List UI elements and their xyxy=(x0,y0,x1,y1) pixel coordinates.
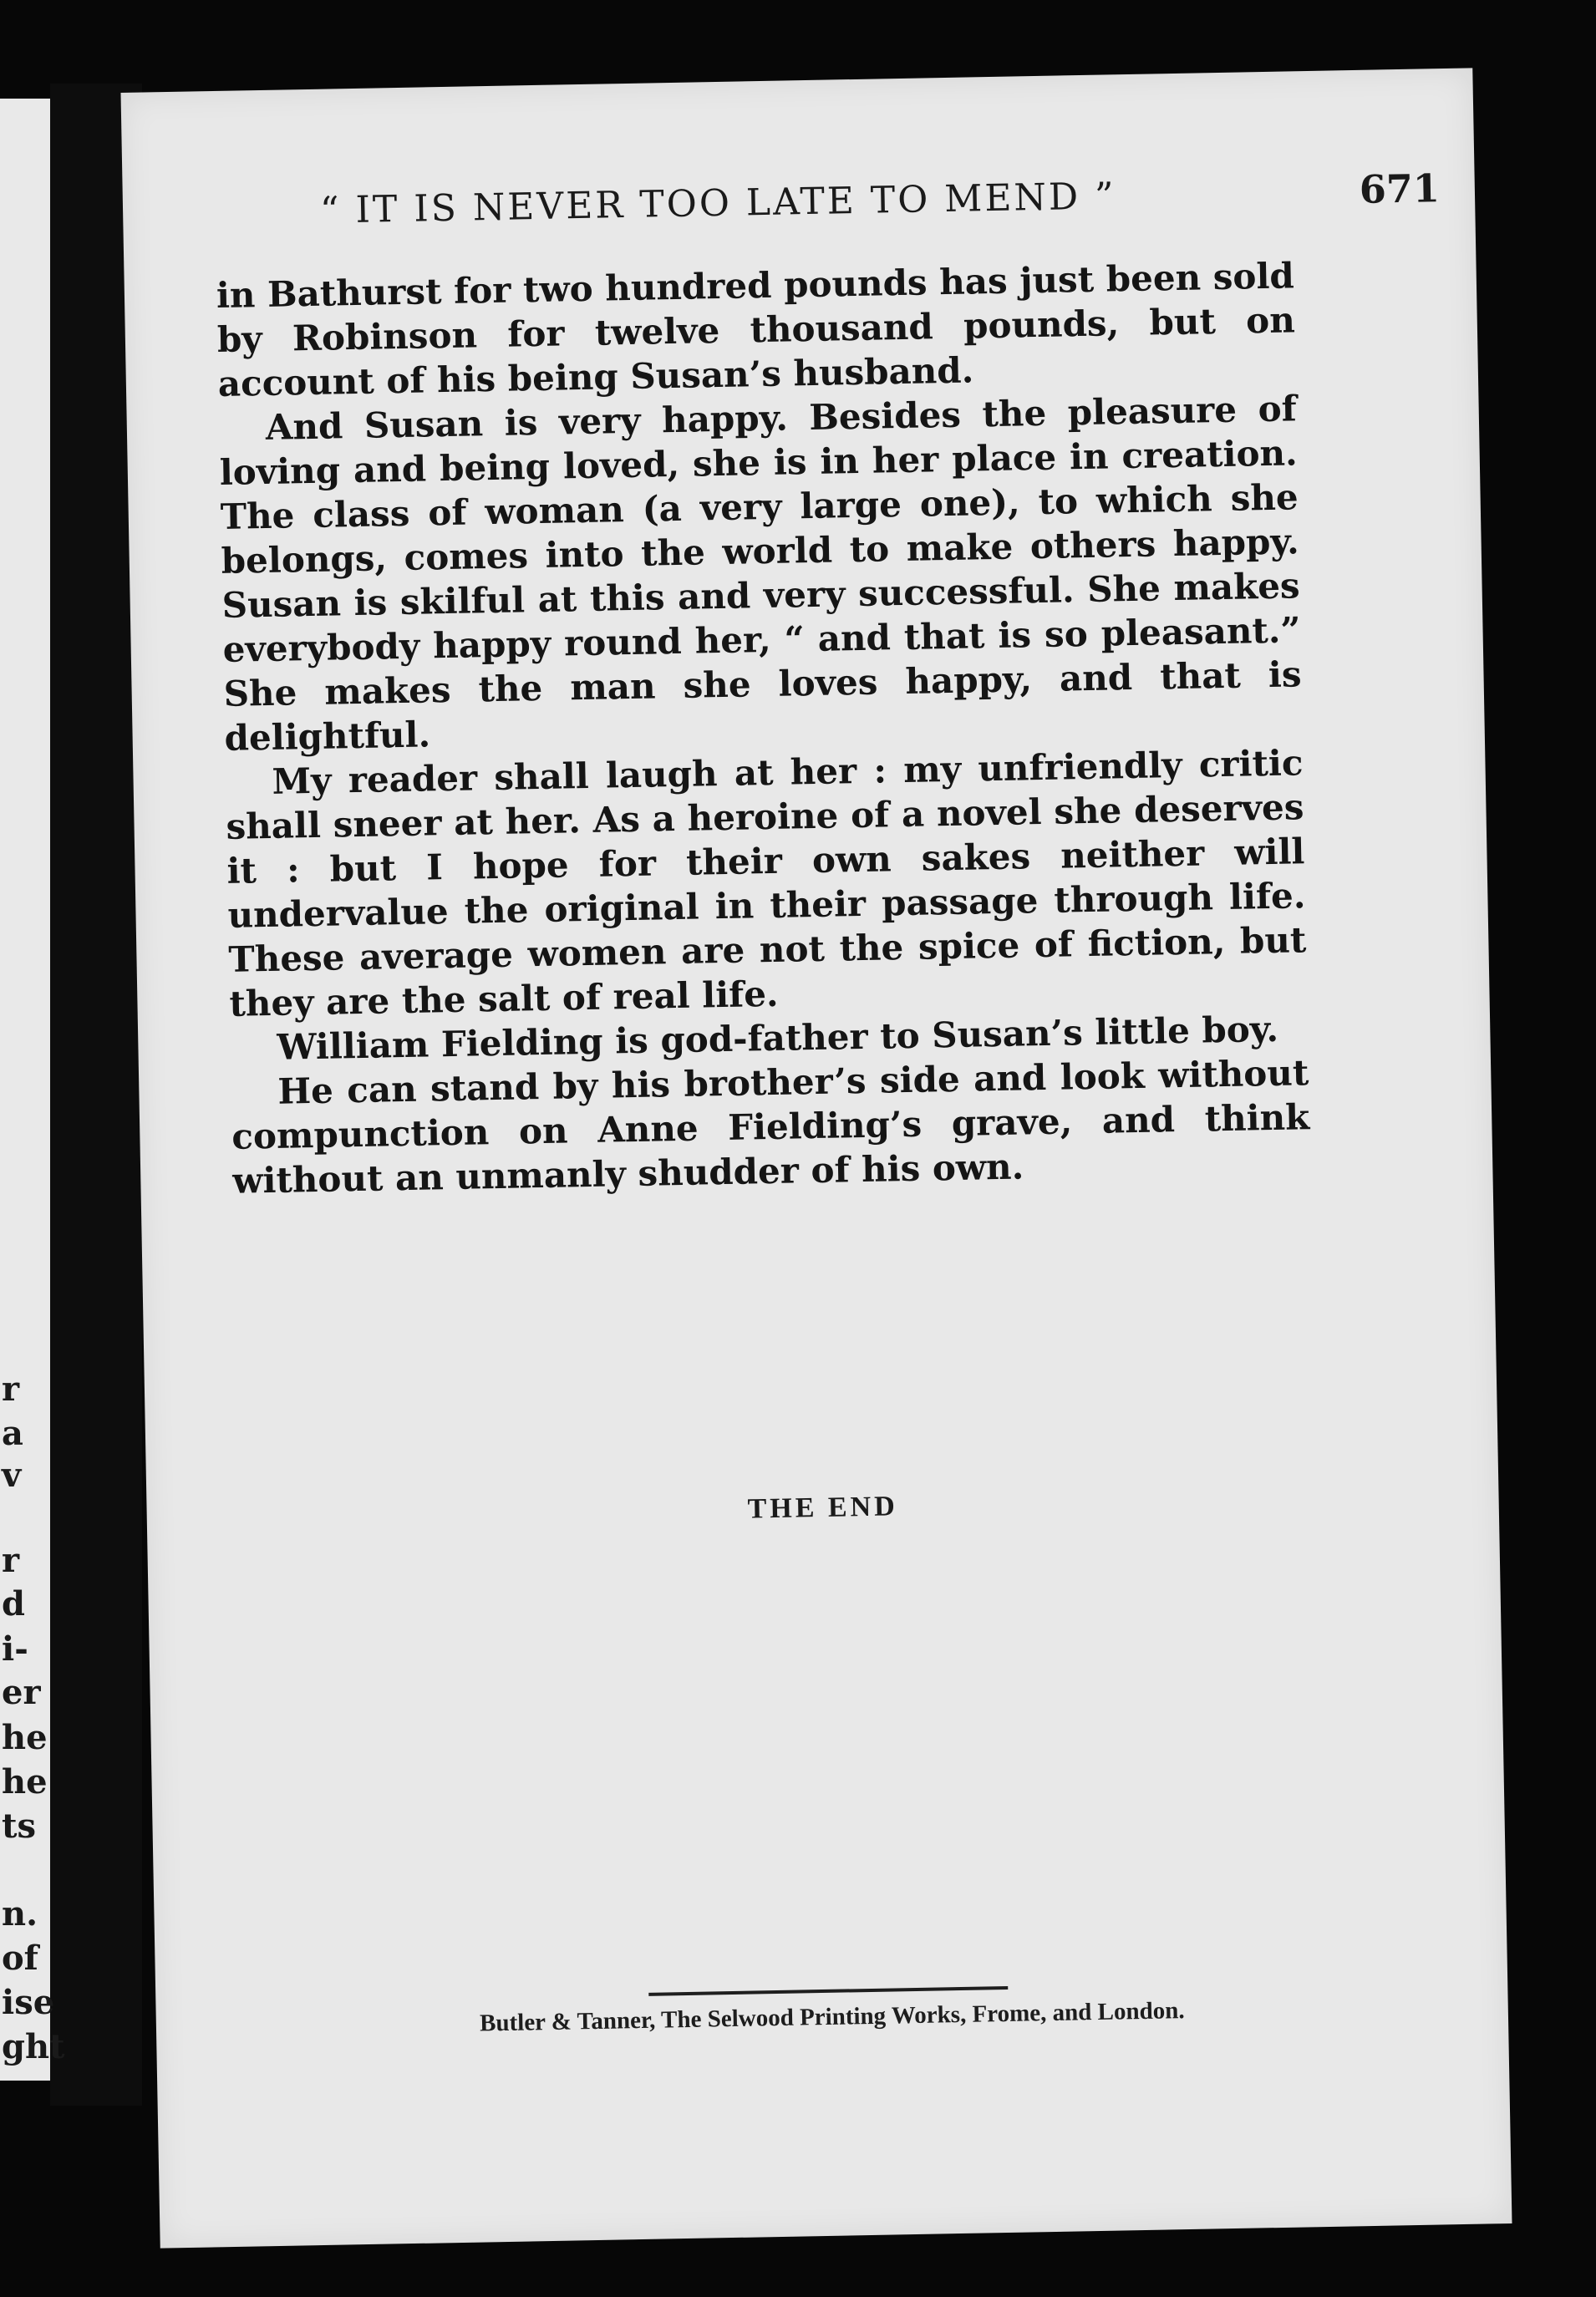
left-page-fragment: ght xyxy=(2,2027,65,2066)
book-page xyxy=(120,68,1512,2248)
paragraph: My reader shall laugh at her : my unfriendly critic shall sneer at her. As a heroine of a novel she deserves it : but I hope for their own sakes neither will undervalue the original in their passage through life. These average women are not the spice of fiction, but they are the salt of real life. xyxy=(226,742,1307,1024)
left-page-fragment: n. xyxy=(2,1894,38,1934)
paragraph: in Bathurst for two hundred pounds has just been sold by Robinson for twelve thousand pounds, but on account of his being Susan’s husband. xyxy=(216,255,1296,404)
left-page-fragment: i- xyxy=(2,1629,28,1669)
left-page-fragment: r xyxy=(2,1370,20,1409)
body-text xyxy=(216,253,1310,1202)
left-page-fragment: a xyxy=(2,1414,23,1453)
page-number: 671 xyxy=(1359,165,1441,212)
left-page-fragment: v xyxy=(2,1456,22,1495)
left-page-fragment: d xyxy=(2,1584,25,1624)
paragraph: And Susan is very happy. Besides the pleasure of loving and being loved, she is in her place in creation. The class of woman (a very large one), to which she belongs, comes into the world to make others happy. Susan is skilful at this and very successful. She makes everybody happy round her, “ and that is so pleasant.” She makes the man she loves happy, and that is delightful. xyxy=(219,388,1302,759)
adjacent-page-fragment xyxy=(0,99,65,2081)
paragraph: William Fielding is god-father to Susan’s little boy. xyxy=(277,1008,1279,1068)
the-end-mark: THE END xyxy=(747,1491,899,1525)
left-page-fragment: he xyxy=(2,1762,48,1802)
imprint-rule xyxy=(648,1986,1008,1996)
left-page-fragment: r xyxy=(2,1541,20,1580)
running-head xyxy=(319,165,1441,232)
left-page-fragment: ts xyxy=(2,1807,36,1846)
running-title: “ IT IS NEVER TOO LATE TO MEND ” xyxy=(319,175,1117,232)
left-page-fragment: ise xyxy=(2,1983,55,2022)
left-page-fragment: er xyxy=(2,1673,41,1712)
printer-imprint: Butler & Tanner, The Selwood Printing Works, Frome, and London. xyxy=(479,1997,1185,2037)
paragraph: He can stand by his brother’s side and look without compunction on Anne Fielding’s grave, and think without an unmanly shudder of his own. xyxy=(231,1052,1310,1202)
left-page-fragment: he xyxy=(2,1718,48,1757)
left-page-fragment: of xyxy=(2,1939,38,1978)
